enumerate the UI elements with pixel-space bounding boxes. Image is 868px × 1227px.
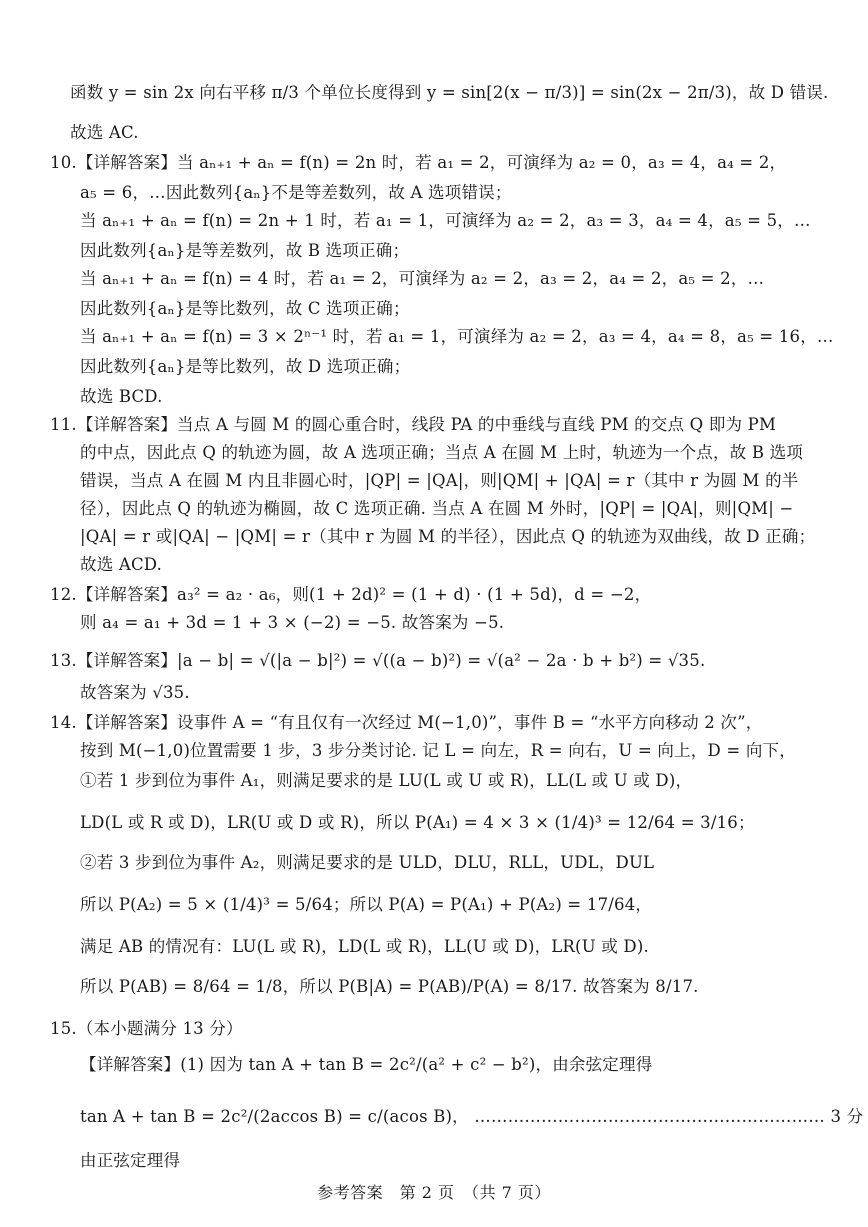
text-line: 当 aₙ₊₁ + aₙ = f(n) = 2n + 1 时，若 a₁ = 1，可演绎为 a₂ = 2，a₃ = 3，a₄ = 4，a₅ = 5，… (80, 211, 811, 230)
text-line: a₅ = 6，…因此数列{aₙ}不是等差数列，故 A 选项错误； (80, 183, 512, 202)
text-line: 的中点，因此点 Q 的轨迹为圆，故 A 选项正确；当点 A 在圆 M 上时，轨迹为一个点，故 B 选项 (80, 443, 804, 462)
page-footer: 参考答案 第 2 页 （共 7 页） (317, 1183, 551, 1202)
text-line: 由正弦定理得 (80, 1151, 181, 1170)
text-line: 14.【详解答案】设事件 A = “有且仅有一次经过 M(−1,0)”，事件 B = “水平方向移动 2 次”， (50, 713, 763, 732)
text-line: 当 aₙ₊₁ + aₙ = f(n) = 3 × 2ⁿ⁻¹ 时，若 a₁ = 1，可演绎为 a₂ = 2，a₃ = 4，a₄ = 8，a₅ = 16，… (80, 327, 834, 346)
text-line: 15.（本小题满分 13 分） (50, 1019, 243, 1038)
text-line: 错误，当点 A 在圆 M 内且非圆心时，|QP| = |QA|，则|QM| + |QA| = r（其中 r 为圆 M 的半 (80, 471, 799, 490)
text-line: 【详解答案】(1) 因为 tan A + tan B = 2c²/(a² + c² − b²)，由余弦定理得 (80, 1055, 653, 1074)
text-line: ②若 3 步到位为事件 A₂，则满足要求的是 ULD，DLU，RLL，UDL，DUL (80, 853, 655, 872)
text-line: 13.【详解答案】|a − b| = √(|a − b|²) = √((a − b)²) = √(a² − 2a · b + b²) = √35. (50, 651, 706, 670)
text-line: |QA| = r 或|QA| − |QM| = r（其中 r 为圆 M 的半径），因此点 Q 的轨迹为双曲线，故 D 正确； (80, 527, 816, 546)
text-line: 因此数列{aₙ}是等差数列，故 B 选项正确； (80, 241, 410, 260)
text-line: 当 aₙ₊₁ + aₙ = f(n) = 4 时，若 a₁ = 2，可演绎为 a₂ = 2，a₃ = 2，a₄ = 2，a₅ = 2，… (80, 269, 765, 288)
text-line: 满足 AB 的情况有：LU(L 或 R)，LD(L 或 R)，LL(U 或 D)，LR(U 或 D). (80, 937, 649, 956)
text-line: 故选 ACD. (80, 555, 163, 574)
text-line: 所以 P(AB) = 8/64 = 1/8，所以 P(B|A) = P(AB)/P(A) = 8/17. 故答案为 8/17. (80, 977, 699, 996)
text-line: 故选 BCD. (80, 387, 163, 406)
text-line: 11.【详解答案】当点 A 与圆 M 的圆心重合时，线段 PA 的中垂线与直线 PM 的交点 Q 即为 PM (50, 415, 777, 434)
text-line: 函数 y = sin 2x 向右平移 π/3 个单位长度得到 y = sin[2(x − π/3)] = sin(2x − 2π/3)，故 D 错误. (70, 83, 829, 102)
text-line: LD(L 或 R 或 D)，LR(U 或 D 或 R)，所以 P(A₁) = 4 × 3 × (1/4)³ = 12/64 = 3/16； (80, 813, 755, 832)
text-line: 10.【详解答案】当 aₙ₊₁ + aₙ = f(n) = 2n 时，若 a₁ = 2，可演绎为 a₂ = 0，a₃ = 4，a₄ = 2， (50, 153, 787, 172)
text-line: 故答案为 √35. (80, 683, 190, 702)
text-line: tan A + tan B = 2c²/(2accos B) = c/(acos B)， ……………………………………………………… 3 分 (80, 1107, 864, 1126)
text-line: 12.【详解答案】a₃² = a₂ · a₆，则(1 + 2d)² = (1 + d) · (1 + 5d)，d = −2， (50, 585, 652, 604)
text-line: 按到 M(−1,0)位置需要 1 步，3 步分类讨论. 记 L = 向左，R = 向右，U = 向上，D = 向下， (80, 741, 796, 760)
text-line: 因此数列{aₙ}是等比数列，故 C 选项正确； (80, 299, 410, 318)
text-line: 因此数列{aₙ}是等比数列，故 D 选项正确； (80, 357, 411, 376)
text-line: 故选 AC. (70, 123, 139, 142)
text-line: ①若 1 步到位为事件 A₁，则满足要求的是 LU(L 或 U 或 R)，LL(L 或 U 或 D)， (80, 771, 693, 790)
text-line: 则 a₄ = a₁ + 3d = 1 + 3 × (−2) = −5. 故答案为 −5. (80, 613, 505, 632)
text-line: 径），因此点 Q 的轨迹为椭圆，故 C 选项正确. 当点 A 在圆 M 外时，|QP| = |QA|，则|QM| − (80, 499, 794, 518)
text-line: 所以 P(A₂) = 5 × (1/4)³ = 5/64；所以 P(A) = P(A₁) + P(A₂) = 17/64， (80, 895, 653, 914)
